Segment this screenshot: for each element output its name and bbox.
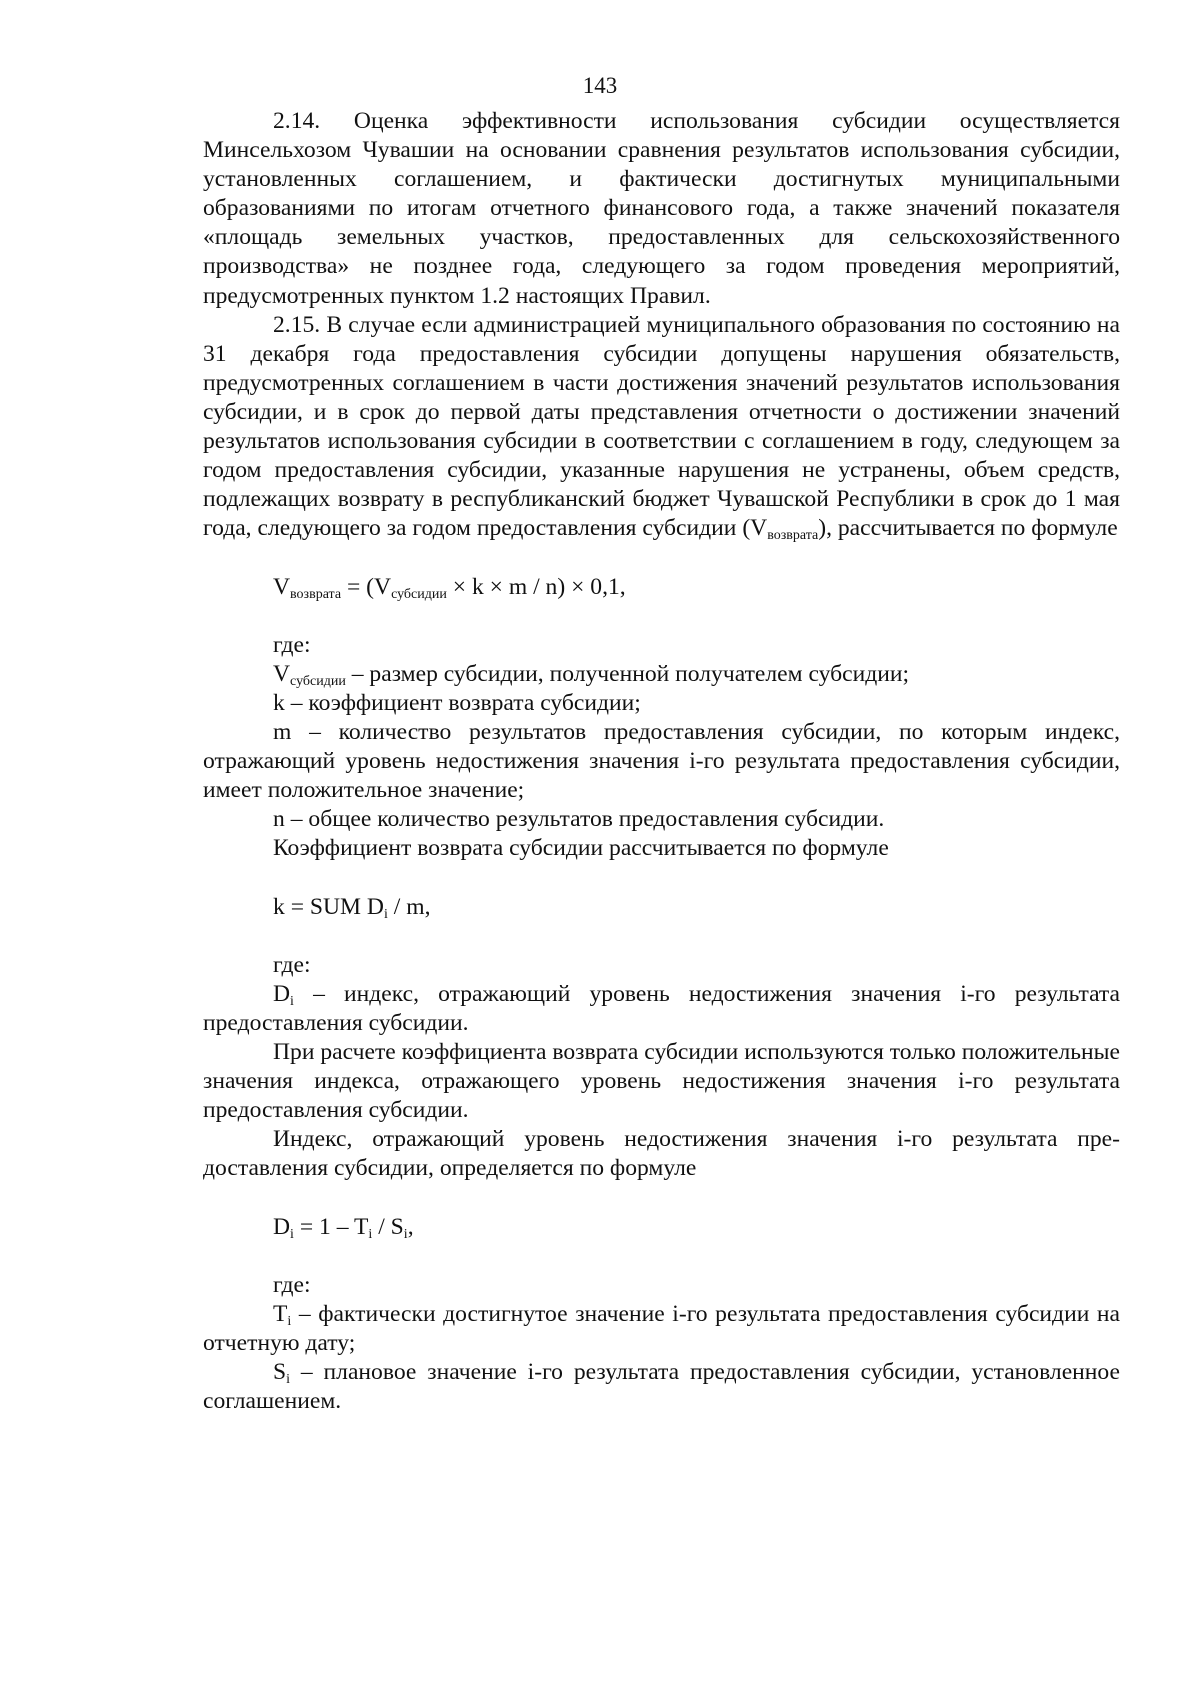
definition-symbol: T <box>273 1300 288 1327</box>
definition-subscript: i <box>290 993 294 1009</box>
definition-text: – индекс, отражающий уровень недостижения значения i-го результата предоставления субсидии. <box>203 980 1120 1036</box>
spacer <box>203 922 1120 951</box>
definition-text: – размер субсидии, полученной получателем субсидии; <box>345 660 910 687</box>
formula-symbol: = 1 – T <box>293 1213 369 1240</box>
definition-symbol: D <box>273 980 291 1007</box>
paragraph-2-15-text: 2.15. В случае если администрацией муниципального образования по состоянию на 31 декабря года предоставления субсидии допущены нарушения обязательств, предусмотренных соглашением в части достижения значений результатов использования субсидии, и в срок до первой даты представления отчетности о достижении значений результатов использования субсидии в соответствии с соглашением в году, следующем за годом предоставления субсидии, указанные нарушения не устранены, объем средств, подлежащих возврату в республиканский бюджет Чувашской Республики в срок до 1 мая года, следующего за годом предоставления субсидии (V <box>203 311 1120 542</box>
definition-v-subsidy <box>203 660 1120 689</box>
spacer <box>203 1242 1120 1271</box>
formula-coefficient <box>203 893 1120 922</box>
where-label: где: <box>273 951 311 978</box>
definition-m: m – количество результатов предоставления субсидии, по которым индекс, отражающий уровень недостижения значения i-го результата предоставления субсидии, имеет положительное значение; <box>203 718 1120 804</box>
definition-text: – плановое значение i-го результата предоставления субсидии, установленное соглашением. <box>203 1359 1120 1415</box>
definition-subscript: субсидии <box>290 673 346 689</box>
formula-rest: , <box>407 1213 414 1240</box>
coefficient-intro: Коэффициент возврата субсидии рассчитывается по формуле <box>273 835 889 862</box>
spacer <box>203 1183 1120 1212</box>
definition-d <box>203 980 1120 1038</box>
definition-text: – фактически достигнутое значение i-го результата предоставления субсидии на отчетную дату; <box>203 1300 1120 1356</box>
paragraph-index-intro: Индекс, отражающий уровень недостижения значения i-го результата предоставления субсидии, определяется по формуле <box>203 1126 1120 1182</box>
paragraph-positive-values: При расчете коэффициента возврата субсидии используются только положительные значения индекса, отражающего уровень недостижения значения i-го результата предоставления субсидии. <box>203 1039 1120 1124</box>
spacer <box>203 543 1120 572</box>
where-label: где: <box>273 631 311 658</box>
formula-symbol: D <box>273 1213 291 1240</box>
formula-symbol: / S <box>372 1213 404 1240</box>
formula-rest: × k × m / n) × 0,1, <box>446 573 626 600</box>
definition-symbol: S <box>273 1359 287 1386</box>
definition-subscript: i <box>287 1313 292 1329</box>
spacer <box>203 602 1120 631</box>
formula-symbol: = (V <box>341 573 392 600</box>
paragraph-2-15-tail: ), рассчитывается по формуле <box>818 515 1118 542</box>
definition-k: k – коэффициент возврата субсидии; <box>273 689 641 716</box>
formula-subscript: i <box>403 1226 408 1242</box>
formula-return-amount <box>203 573 1120 602</box>
page-number: 143 <box>582 73 618 98</box>
formula-symbol: V <box>273 573 291 600</box>
formula-subscript: i <box>383 906 388 922</box>
definition-s <box>203 1358 1120 1416</box>
definition-t <box>203 1300 1120 1358</box>
formula-subscript: i <box>290 1226 294 1242</box>
formula-subscript: i <box>368 1226 373 1242</box>
definition-symbol: V <box>273 660 291 687</box>
where-label: где: <box>273 1271 311 1298</box>
definition-n: n – общее количество результатов предоставления субсидии. <box>273 806 885 833</box>
paragraph-2-15 <box>203 311 1120 544</box>
spacer <box>203 863 1120 892</box>
formula-symbol: k = SUM D <box>273 893 384 920</box>
formula-subscript: возврата <box>290 586 342 602</box>
formula-rest: / m, <box>387 893 431 920</box>
document-body <box>203 107 1120 1416</box>
subscript-return: возврата <box>767 528 819 544</box>
definition-subscript: i <box>286 1372 291 1388</box>
paragraph-2-14: 2.14. Оценка эффективности использования субсидии осуществляется Минсельхозом Чувашии на основании сравнения результатов использования субсидии, установленных соглашением, и фактически достигнутых муниципальными образованиями по итогам отчетного финансового года, а также значений показателя «площадь земельных участков, предоставленных для сельскохозяйственного производства» не позднее года, следующего за годом проведения мероприятий, предусмотренных пунктом 1.2 настоящих Правил. <box>203 108 1120 309</box>
formula-index <box>203 1213 1120 1242</box>
formula-subscript: субсидии <box>391 586 447 602</box>
